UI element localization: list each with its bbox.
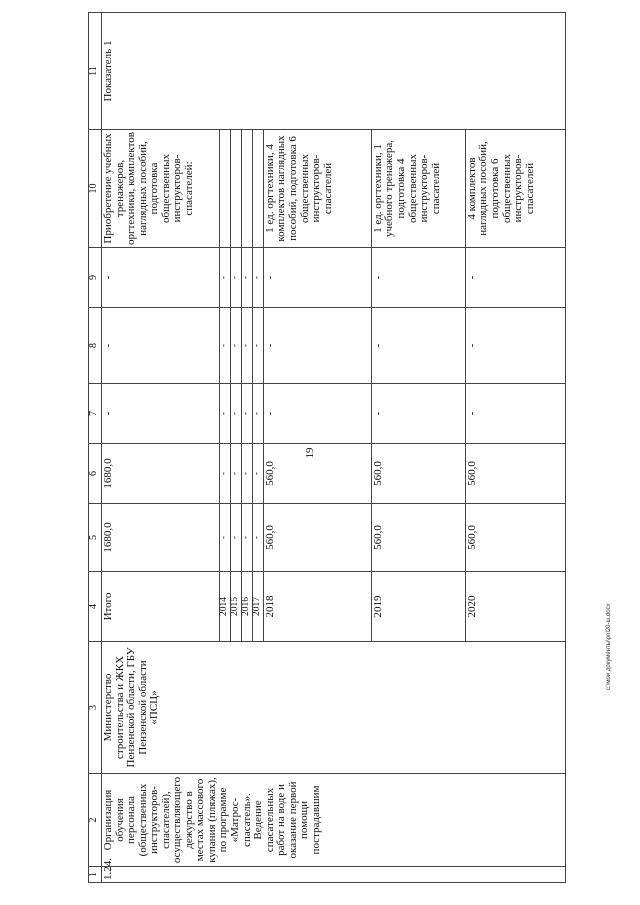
header-cell: 8: [89, 308, 102, 384]
year-label: 2017: [252, 572, 263, 642]
result-header: Приобретение учебных тренажеров, оргтехники, комплектов наглядных пособий, подготовка общественных инструкторов-спасателей:: [102, 130, 220, 248]
funding-regional: 1680,0: [102, 444, 220, 504]
header-cell: 7: [89, 384, 102, 444]
activity-description: Организация обучения персонала (общественных инструкторов-спасателей), осуществляющего дежурство в местах массового купания (пляжах), по программе «Матрос-спасатель». Ведение спасательных работ на воде и оказание первой помощи пострадавшим: [102, 774, 566, 867]
funding-regional: 560,0: [465, 444, 565, 504]
header-cell: 5: [89, 504, 102, 572]
funding-regional: 560,0: [263, 444, 371, 504]
funding-c7: -: [102, 384, 220, 444]
funding-c8: -: [371, 308, 465, 384]
funding-c8: -: [102, 308, 220, 384]
funding-c9: -: [465, 248, 565, 308]
funding-total: -: [241, 504, 252, 572]
funding-total: 560,0: [371, 504, 465, 572]
year-label: 2014: [220, 572, 231, 642]
program-table: [88, 12, 566, 883]
funding-c7: -: [263, 384, 371, 444]
funding-regional: -: [220, 444, 231, 504]
header-cell: 3: [89, 642, 102, 774]
funding-c9: -: [252, 248, 263, 308]
header-row: [89, 13, 102, 883]
header-cell: 4: [89, 572, 102, 642]
funding-c7: -: [252, 384, 263, 444]
funding-c9: -: [220, 248, 231, 308]
funding-total: -: [252, 504, 263, 572]
funding-total: 1680,0: [102, 504, 220, 572]
funding-c7: -: [220, 384, 231, 444]
funding-total: -: [230, 504, 241, 572]
funding-regional: -: [252, 444, 263, 504]
funding-regional: 560,0: [371, 444, 465, 504]
rotated-table-container: [88, 13, 608, 883]
funding-c8: -: [252, 308, 263, 384]
funding-c9: -: [241, 248, 252, 308]
header-cell: 6: [89, 444, 102, 504]
funding-c8: -: [220, 308, 231, 384]
year-label: 2016: [241, 572, 252, 642]
result-cell: [230, 130, 241, 248]
funding-c7: -: [371, 384, 465, 444]
result-cell: [220, 130, 231, 248]
funding-c8: -: [230, 308, 241, 384]
funding-c8: -: [263, 308, 371, 384]
result-cell: 1 ед. оргтехники, 4 комплектов наглядных пособий, подготовка 6 общественных инструкторов-спасателей: [263, 130, 371, 248]
header-cell: 1: [89, 867, 102, 883]
year-label: 2015: [230, 572, 241, 642]
executor: Министерство строительства и ЖКХ Пензенской области, ГБУ Пензенской области «ПСЦ»: [102, 642, 566, 774]
funding-total: 560,0: [465, 504, 565, 572]
funding-regional: -: [241, 444, 252, 504]
header-cell: 9: [89, 248, 102, 308]
year-label: Итого: [102, 572, 220, 642]
funding-c8: -: [241, 308, 252, 384]
result-cell: 4 комплектов наглядных пособий, подготовка 6 общественных инструкторов-спасателей: [465, 130, 565, 248]
header-cell: 11: [89, 13, 102, 130]
funding-c9: -: [371, 248, 465, 308]
header-cell: 10: [89, 130, 102, 248]
result-cell: [252, 130, 263, 248]
funding-c7: -: [465, 384, 565, 444]
footer-file-path: c:\мои документы\pril20-ш.docx: [606, 603, 612, 690]
indicator: Показатель 1: [102, 13, 566, 130]
funding-total: 560,0: [263, 504, 371, 572]
table-row: [102, 13, 220, 883]
item-number: 1.24.: [102, 867, 566, 883]
funding-c9: -: [102, 248, 220, 308]
funding-c7: -: [241, 384, 252, 444]
year-label: 2019: [371, 572, 465, 642]
funding-c8: -: [465, 308, 565, 384]
header-cell: 2: [89, 774, 102, 867]
page-number: 19: [304, 447, 316, 459]
funding-c9: -: [263, 248, 371, 308]
year-label: 2018: [263, 572, 371, 642]
year-label: 2020: [465, 572, 565, 642]
result-cell: [241, 130, 252, 248]
funding-c7: -: [230, 384, 241, 444]
funding-regional: -: [230, 444, 241, 504]
funding-c9: -: [230, 248, 241, 308]
result-cell: 1 ед. оргтехники, 1 учебного тренажера, подготовка 4 общественных инструкторов-спасателей: [371, 130, 465, 248]
funding-total: -: [220, 504, 231, 572]
